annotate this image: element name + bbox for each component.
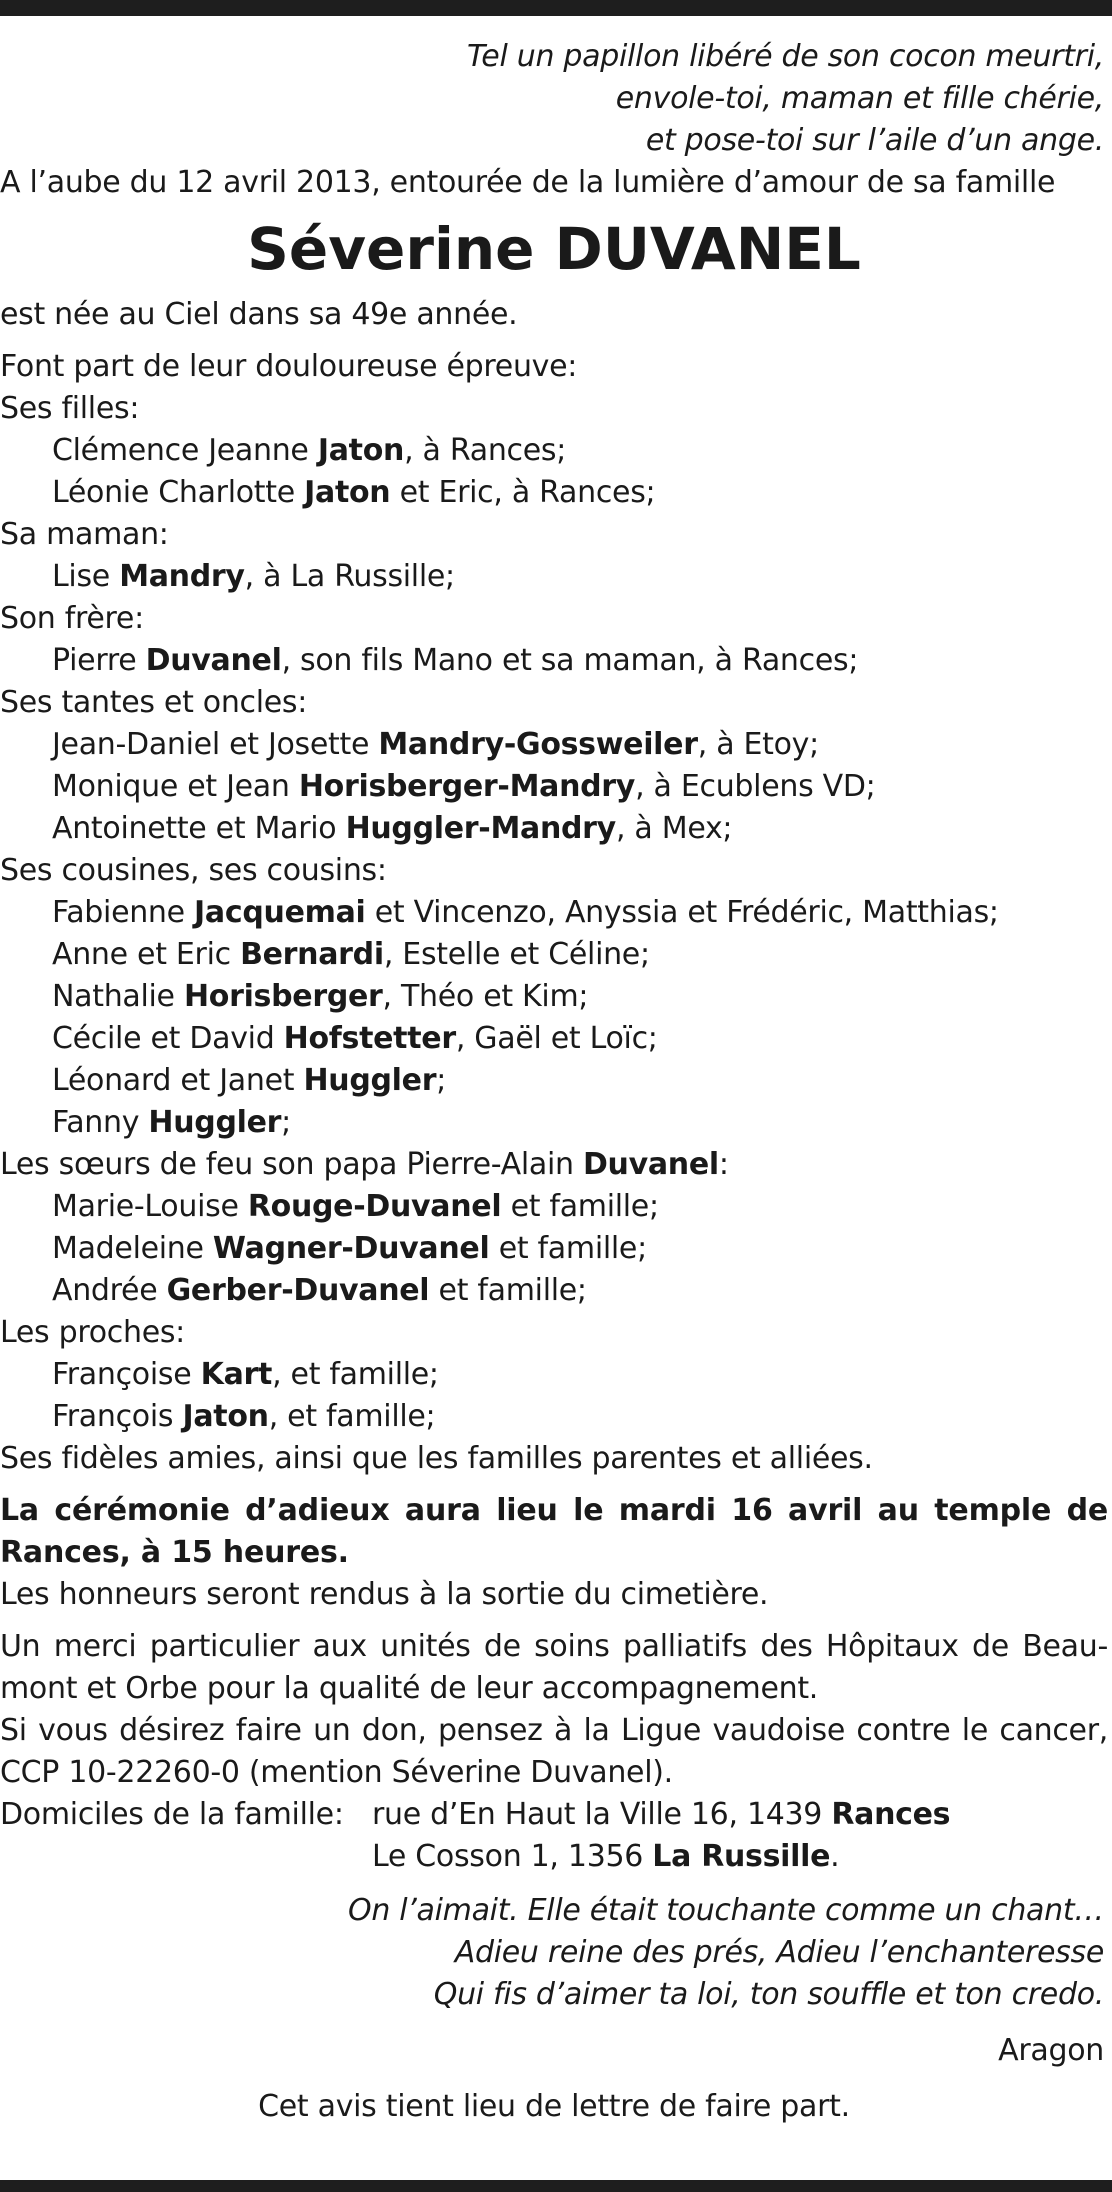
family-member: Pierre Duvanel, son fils Mano et sa maman, à Rances;: [52, 643, 859, 678]
family-member: Cécile et David Hofstetter, Gaël et Loïc;: [52, 1021, 658, 1056]
family-member: Fanny Huggler;: [52, 1105, 291, 1140]
family-member: Léonard et Janet Huggler;: [52, 1063, 447, 1098]
donation-paragraph: Si vous désirez faire un don, pensez à la Ligue vaudoise contre le cancer, CCP 10-22260-0 (mention Séverine Duvanel).: [0, 1713, 1108, 1790]
honneurs-line: Les honneurs seront rendus à la sortie du cimetière.: [0, 1577, 769, 1612]
family-member: Madeleine Wagner-Duvanel et famille;: [52, 1231, 647, 1266]
poem-line: Tel un papillon libéré de son cocon meurtri,: [466, 39, 1104, 74]
family-member: Lise Mandry, à La Russille;: [52, 559, 455, 594]
section-label: Les proches:: [0, 1315, 185, 1350]
family-member: Jean-Daniel et Josette Mandry-Gossweiler, à Etoy;: [52, 727, 819, 762]
poem-bottom: [0, 1890, 1108, 2016]
poem-line: et pose-toi sur l’aile d’un ange.: [645, 123, 1104, 158]
family-member: Françoise Kart, et famille;: [52, 1357, 439, 1392]
section-label: Sa maman:: [0, 517, 169, 552]
friends-line: Ses fidèles amies, ainsi que les familles parentes et alliées.: [0, 1441, 873, 1476]
born-line: est née au Ciel dans sa 49e année.: [0, 297, 518, 332]
section-label: Ses tantes et oncles:: [0, 685, 308, 720]
ceremony-notice: La cérémonie d’adieux aura lieu le mardi 16 avril au temple de Rances, à 15 heures.: [0, 1493, 1108, 1570]
family-member: Clémence Jeanne Jaton, à Rances;: [52, 433, 567, 468]
domiciles: [0, 1794, 1108, 1878]
obituary-body: [0, 36, 1108, 2128]
section-label: Son frère:: [0, 601, 144, 636]
family-member: François Jaton, et famille;: [52, 1399, 436, 1434]
announce-line: Font part de leur douloureuse épreuve:: [0, 349, 578, 384]
section-label: Les sœurs de feu son papa Pierre-Alain Duvanel:: [0, 1147, 729, 1182]
family-member: Léonie Charlotte Jaton et Eric, à Rances;: [52, 475, 656, 510]
address-line: Le Cosson 1, 1356 La Russille.: [372, 1839, 840, 1874]
family-member: Andrée Gerber-Duvanel et famille;: [52, 1273, 587, 1308]
family-member: Monique et Jean Horisberger-Mandry, à Ecublens VD;: [52, 769, 876, 804]
top-rule: [0, 0, 1112, 16]
intro-line: A l’aube du 12 avril 2013, entourée de la lumière d’amour de sa famille: [0, 165, 1056, 200]
family-list: [0, 346, 1108, 1480]
address-line: rue d’En Haut la Ville 16, 1439 Rances: [372, 1797, 951, 1832]
thanks-paragraph: Un merci particulier aux unités de soins palliatifs des Hôpitaux de Beau-mont et Orbe pour la qualité de leur accompagnement.: [0, 1629, 1108, 1706]
poem-line: Adieu reine des prés, Adieu l’enchanteresse: [454, 1935, 1104, 1970]
family-member: Marie-Louise Rouge-Duvanel et famille;: [52, 1189, 659, 1224]
deceased-name: Séverine DUVANEL: [247, 215, 861, 283]
poem-line: On l’aimait. Elle était touchante comme un chant…: [348, 1893, 1104, 1928]
poem-author: Aragon: [998, 2033, 1104, 2068]
bottom-rule: [0, 2180, 1112, 2192]
poem-line: Qui fis d’aimer ta loi, ton souffle et ton credo.: [433, 1977, 1104, 2012]
footer-note: Cet avis tient lieu de lettre de faire part.: [258, 2089, 850, 2124]
family-member: Fabienne Jacquemai et Vincenzo, Anyssia et Frédéric, Matthias;: [52, 895, 999, 930]
poem-top: [0, 36, 1108, 162]
section-label: Ses filles:: [0, 391, 140, 426]
section-label: Ses cousines, ses cousins:: [0, 853, 387, 888]
domiciles-label: Domiciles de la famille:: [0, 1797, 344, 1832]
family-member: Nathalie Horisberger, Théo et Kim;: [52, 979, 589, 1014]
family-member: Anne et Eric Bernardi, Estelle et Céline;: [52, 937, 650, 972]
family-member: Antoinette et Mario Huggler-Mandry, à Mex;: [52, 811, 733, 846]
poem-line: envole-toi, maman et fille chérie,: [615, 81, 1104, 116]
